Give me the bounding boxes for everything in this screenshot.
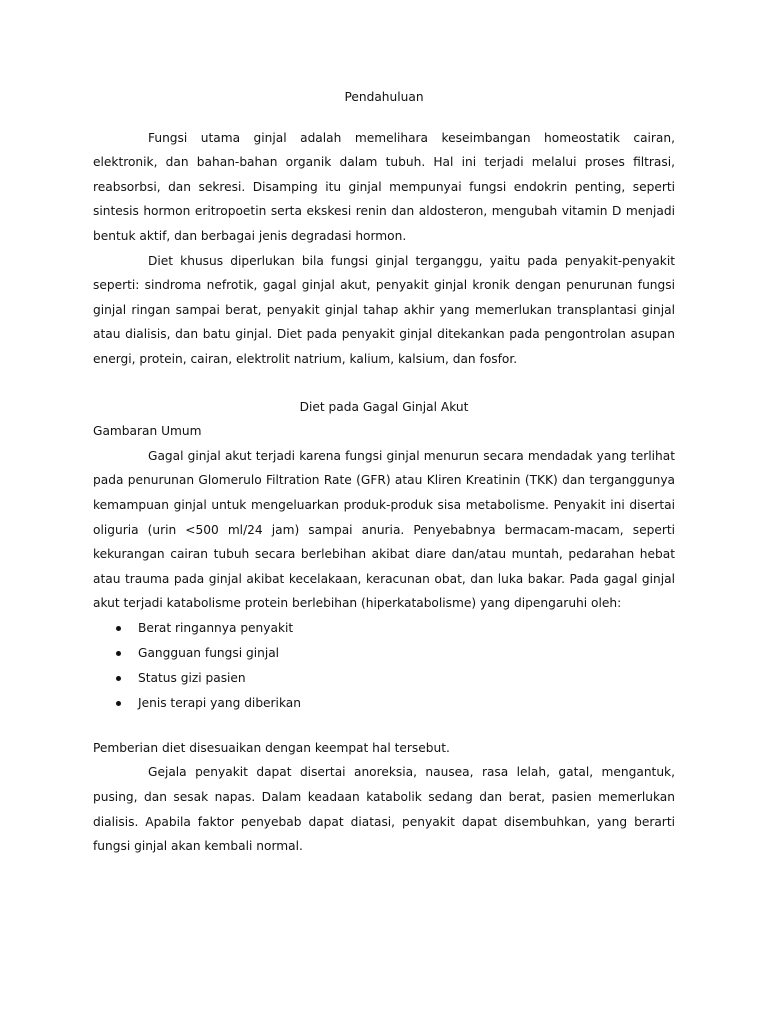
spacer	[93, 372, 675, 395]
list-item	[93, 616, 675, 641]
list-item-text: Berat ringannya penyakit	[138, 620, 294, 635]
list-item-text: Gangguan fungsi ginjal	[138, 645, 280, 660]
list-item-text: Jenis terapi yang diberikan	[138, 695, 301, 710]
subsection-title: Gambaran Umum	[93, 424, 202, 439]
intro-paragraph-2: Diet khusus diperlukan bila fungsi ginjal terganggu, yaitu pada penyakit-penyakit seperti: sindroma nefrotik, gagal ginjal akut, penyakit ginjal kronik dengan penurunan fungsi ginjal ringan sampai berat, penyakit ginjal tahap akhir yang memerlukan transplantasi ginjal atau dialisis, dan batu ginjal. Diet pada penyakit ginjal ditekankan pada pengontrolan asupan energi, protein, cairan, elektrolit natrium, kalium, kalsium, dan fosfor.	[93, 253, 675, 366]
bullet-icon	[116, 701, 121, 706]
section-title: Diet pada Gagal Ginjal Akut	[299, 399, 469, 414]
bullet-icon	[116, 651, 121, 656]
spacer	[93, 716, 675, 736]
intro-paragraph-1: Fungsi utama ginjal adalah memelihara keseimbangan homeostatik cairan, elektronik, dan bahan-bahan organik dalam tubuh. Hal ini terjadi melalui proses filtrasi, reabsorbsi, dan sekresi. Disamping itu ginjal mempunyai fungsi endokrin penting, seperti sintesis hormon eritropoetin serta ekskesi renin dan aldosteron, mengubah vitamin D menjadi bentuk aktif, dan berbagai jenis degradasi hormon.	[93, 130, 675, 243]
closing-paragraph: Gejala penyakit dapat disertai anoreksia, nausea, rasa lelah, gatal, mengantuk, pusing, dan sesak napas. Dalam keadaan katabolik sedang dan berat, pasien memerlukan dialisis. Apabila faktor penyebab dapat diatasi, penyakit dapat disembuhkan, yang berarti fungsi ginjal akan kembali normal.	[93, 765, 675, 854]
factor-list	[93, 616, 675, 716]
list-item	[93, 691, 675, 716]
document-title: Pendahuluan	[344, 90, 424, 104]
list-item	[93, 666, 675, 691]
bullet-icon	[116, 626, 121, 631]
list-item-text: Status gizi pasien	[138, 670, 246, 685]
document-body	[93, 85, 675, 859]
list-item	[93, 641, 675, 666]
spacer	[93, 110, 675, 126]
bullet-icon	[116, 676, 121, 681]
section-paragraph: Gagal ginjal akut terjadi karena fungsi ginjal menurun secara mendadak yang terlihat pada penurunan Glomerulo Filtration Rate (GFR) atau Kliren Kreatinin (TKK) dan terganggunya kemampuan ginjal untuk mengeluarkan produk-produk sisa metabolisme. Penyakit ini disertai oliguria (urin <500 ml/24 jam) sampai anuria. Penyebabnya bermacam-macam, seperti kekurangan cairan tubuh secara berlebihan akibat diare dan/atau muntah, pedarahan hebat atau trauma pada ginjal akibat kecelakaan, keracunan obat, dan luka bakar. Pada gagal ginjal akut terjadi katabolisme protein berlebihan (hiperkatabolisme) yang dipengaruhi oleh:	[93, 448, 675, 611]
closing-line: Pemberian diet disesuaikan dengan keempat hal tersebut.	[93, 740, 450, 755]
